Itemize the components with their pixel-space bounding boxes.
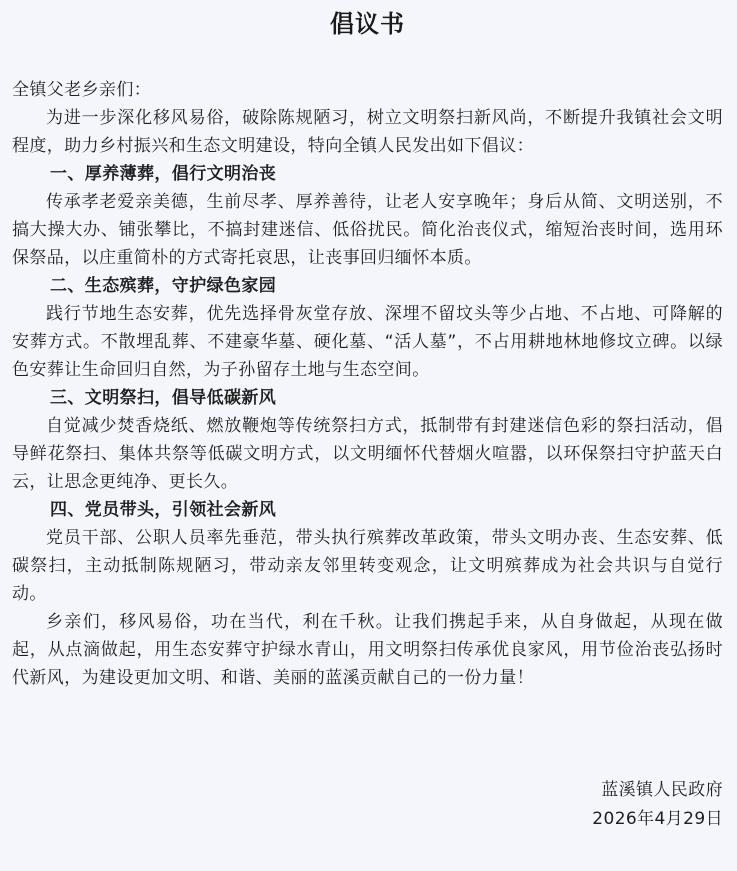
section-heading-3: 三、文明祭扫，倡导低碳新风 — [50, 388, 277, 408]
signature-block — [592, 776, 723, 834]
section-heading-2: 二、生态殡葬，守护绿色家园 — [50, 276, 277, 296]
signature-organization: 蓝溪镇人民政府 — [601, 780, 723, 800]
section-heading-1: 一、厚养薄葬，倡行文明治丧 — [50, 164, 277, 184]
signature-date: 2026年4月29日 — [592, 809, 723, 829]
section-body-4: 党员干部、公职人员率先垂范，带头执行殡葬改革政策，带头文明办丧、生态安葬、低碳祭扫，主动抵制陈规陋习，带动亲友邻里转变观念，让文明殡葬成为社会共识与自觉行动。 — [12, 528, 723, 604]
section-body-3: 自觉减少焚香烧纸、燃放鞭炮等传统祭扫方式，抵制带有封建迷信色彩的祭扫活动，倡导鲜花祭扫、集体共祭等低碳文明方式，以文明缅怀代替烟火喧嚣，以环保祭扫守护蓝天白云，让思念更纯净、更长久。 — [12, 416, 723, 492]
section-body-1: 传承孝老爱亲美德，生前尽孝、厚养善待，让老人安享晚年；身后从简、文明送别，不搞大操大办、铺张攀比，不搞封建迷信、低俗扰民。简化治丧仪式，缩短治丧时间，选用环保祭品，以庄重简朴的方式寄托哀思，让丧事回归缅怀本质。 — [12, 192, 723, 268]
section-heading-4: 四、党员带头，引领社会新风 — [50, 500, 277, 520]
closing-paragraph: 乡亲们，移风易俗，功在当代，利在千秋。让我们携起手来，从自身做起，从现在做起，从点滴做起，用生态安葬守护绿水青山，用文明祭扫传承优良家风，用节俭治丧弘扬时代新风，为建设更加文明、和谐、美丽的蓝溪贡献自己的一份力量！ — [12, 612, 723, 688]
section-body-2: 践行节地生态安葬，优先选择骨灰堂存放、深埋不留坟头等少占地、不占地、可降解的安葬方式。不散埋乱葬、不建豪华墓、硬化墓、“活人墓”，不占用耕地林地修坟立碑。以绿色安葬让生命回归自然，为子孙留存土地与生态空间。 — [12, 304, 723, 380]
intro-paragraph: 为进一步深化移风易俗，破除陈规陋习，树立文明祭扫新风尚，不断提升我镇社会文明程度，助力乡村振兴和生态文明建设，特向全镇人民发出如下倡议： — [12, 108, 723, 156]
greeting: 全镇父老乡亲们： — [12, 80, 152, 100]
document-title: 倡议书 — [330, 10, 405, 38]
document-body — [12, 76, 723, 692]
